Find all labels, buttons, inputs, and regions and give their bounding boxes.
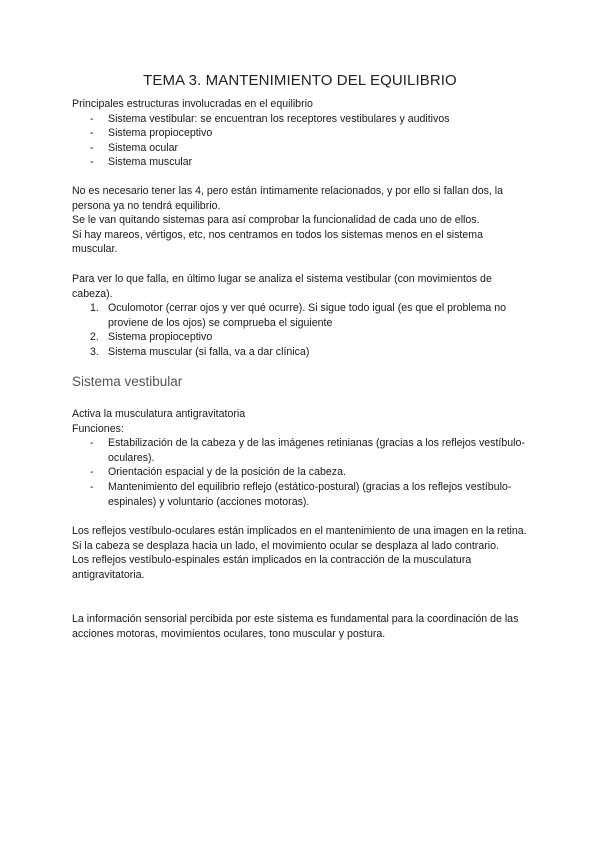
paragraph-analysis [72, 272, 530, 360]
functions-list [72, 436, 530, 509]
list-item [72, 301, 530, 330]
list-item: - Sistema vestibular: se encuentran los receptores vestibulares y auditivos [72, 112, 530, 127]
step-text: Sistema muscular (si falla, va a dar clínica) [108, 345, 310, 358]
list-item: - Sistema propioceptivo [72, 126, 530, 141]
paragraph-line: Los reflejos vestíbulo-oculares están implicados en el mantenimiento de una imagen en la retina. Si la cabeza se desplaza hacia un lado, el movimiento ocular se desplaza al lado contrario. [72, 525, 527, 552]
list-item: - Sistema muscular [72, 155, 530, 170]
list-item: - Estabilización de la cabeza y de las imágenes retinianas (gracias a los reflejos vestíbulo-oculares). [72, 436, 530, 465]
paragraph-relations [72, 184, 530, 257]
page-title: TEMA 3. MANTENIMIENTO DEL EQUILIBRIO [143, 72, 457, 89]
steps-list [72, 301, 530, 359]
list-item: - Sistema ocular [72, 141, 530, 156]
step-text: Sistema propioceptivo [108, 331, 213, 344]
list-item [72, 330, 530, 345]
functions-label: Funciones: [72, 422, 124, 435]
section-heading: Sistema vestibular [72, 374, 183, 389]
paragraph-line: No es necesario tener las 4, pero están íntimamente relacionados, y por ello si fallan dos, la persona ya no tendrá equilibrio. [72, 185, 504, 212]
section-line: Activa la musculatura antigravitatoria [72, 408, 246, 420]
list-item: - Orientación espacial y de la posición de la cabeza. [72, 465, 530, 480]
reflexes-paragraph [72, 524, 530, 582]
list-item: - Mantenimiento del equilibrio reflejo (estático-postural) (gracias a los reflejos vestíbulo-espinales) y voluntario (acciones motoras). [72, 480, 530, 509]
analysis-text: Para ver lo que falla, en último lugar se analiza el sistema vestibular (con movimientos de cabeza). [72, 273, 492, 300]
closing-paragraph [72, 612, 530, 641]
intro-heading: Principales estructuras involucradas en el equilibrio [72, 98, 313, 110]
paragraph-line: Se le van quitando sistemas para así comprobar la funcionalidad de cada uno de ellos. [72, 214, 480, 227]
step-text: Oculomotor (cerrar ojos y ver qué ocurre). Si sigue todo igual (es que el problema no proviene de los ojos) se comprueba el siguiente [108, 302, 507, 329]
paragraph-line: Los reflejos vestíbulo-espinales están implicados en la contracción de la musculatura antigravitatoria. [72, 554, 472, 581]
step-number: 2. [90, 331, 99, 344]
paragraph-line: Si hay mareos, vértigos, etc, nos centramos en todos los sistemas menos en el sistema muscular. [72, 228, 483, 256]
step-number: 1. [90, 302, 99, 315]
structures-list [72, 112, 530, 170]
vestibular-block [72, 407, 530, 509]
intro-block [72, 97, 530, 170]
step-number: 3. [90, 345, 99, 358]
paragraph-line: La información sensorial percibida por este sistema es fundamental para la coordinación de las acciones motoras, movimientos oculares, tono muscular y postura. [72, 613, 519, 640]
list-item [72, 345, 530, 360]
